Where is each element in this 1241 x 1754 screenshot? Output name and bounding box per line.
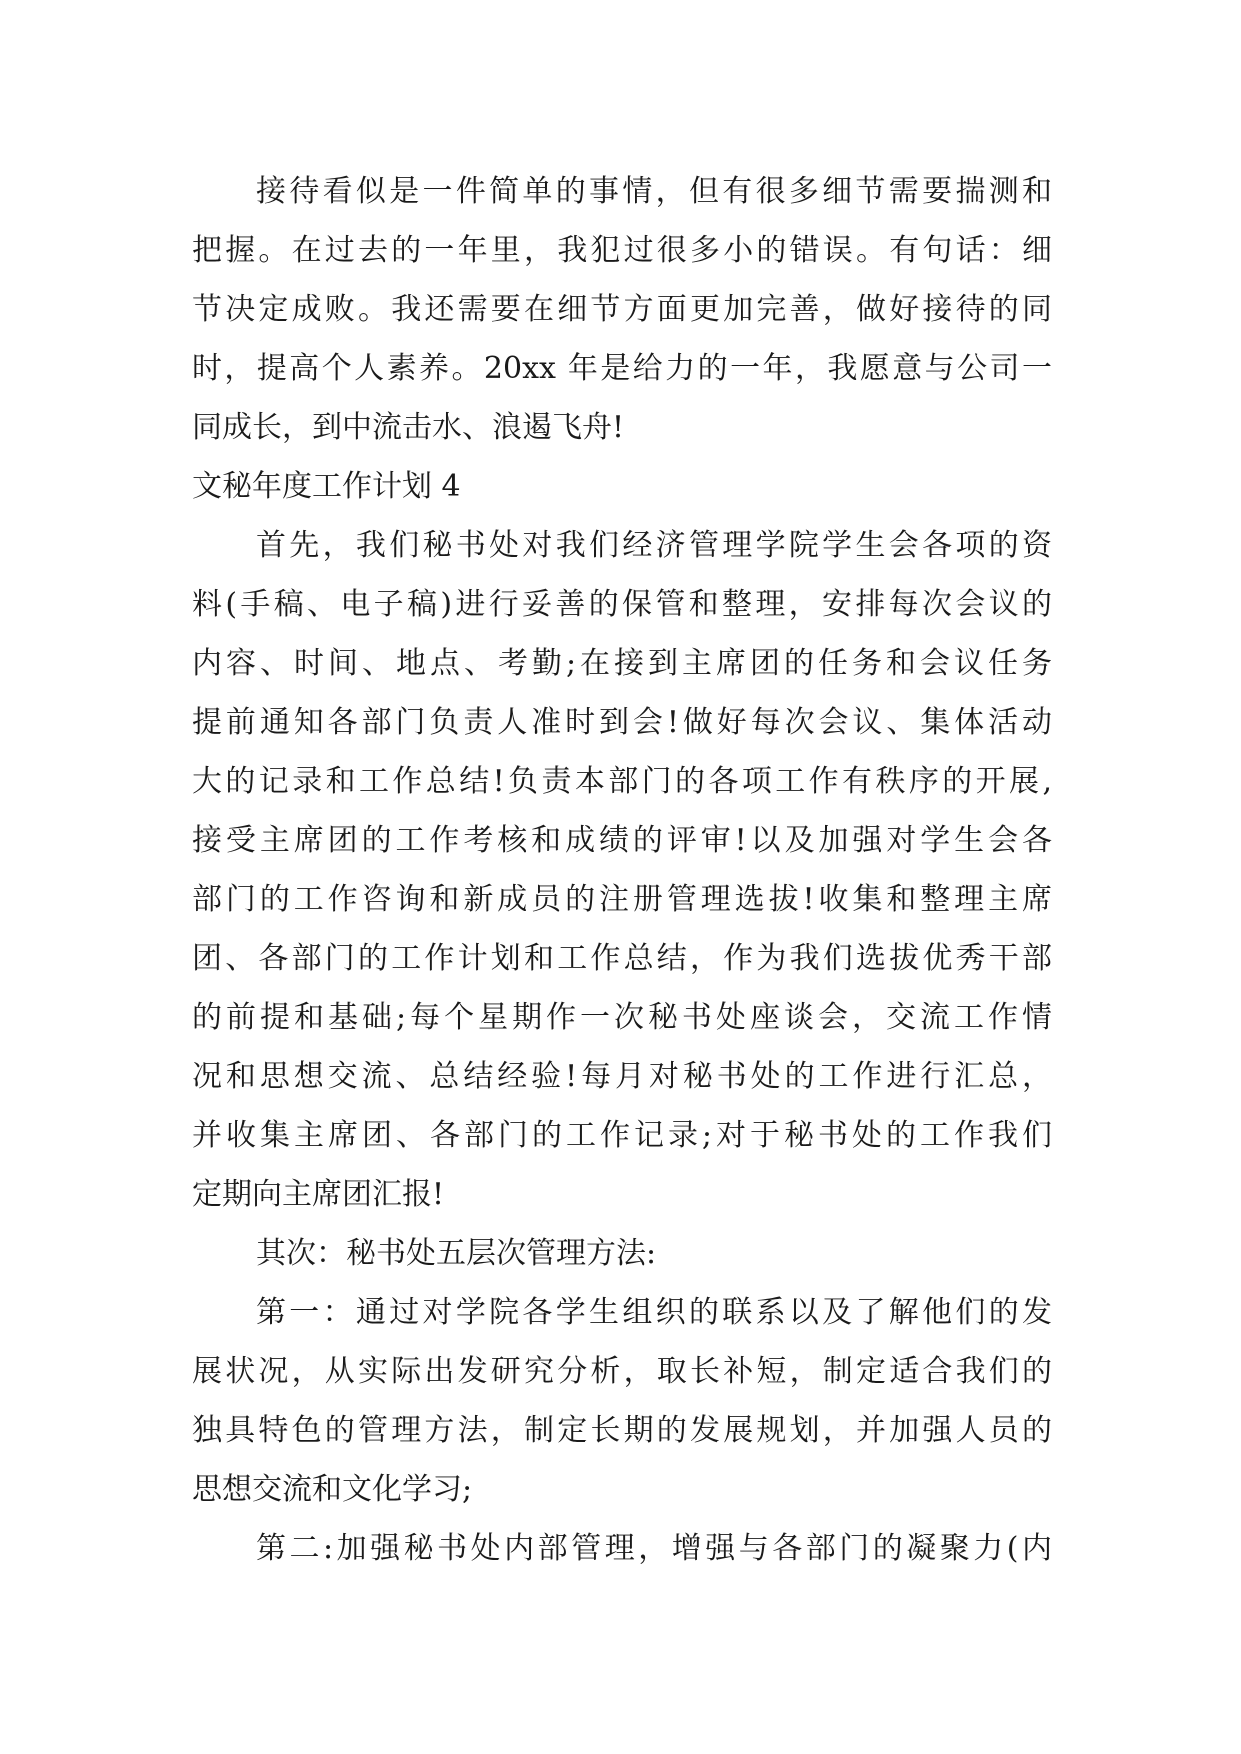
paragraph-second — [192, 1224, 1052, 1283]
text-line: 同成长，到中流击水、浪遏飞舟! — [192, 410, 625, 445]
text-line: 的前提和基础;每个星期作一次秘书处座谈会，交流工作情 — [192, 1000, 1052, 1035]
paragraph-item-one — [192, 1283, 1052, 1519]
text-line: 况和思想交流、总结经验!每月对秘书处的工作进行汇总， — [192, 1059, 1052, 1094]
text-line: 定期向主席团汇报! — [192, 1177, 445, 1212]
text-line: 接受主席团的工作考核和成绩的评审!以及加强对学生会各 — [192, 823, 1052, 858]
text-line: 并收集主席团、各部门的工作记录;对于秘书处的工作我们 — [192, 1118, 1052, 1153]
text-line: 节决定成败。我还需要在细节方面更加完善，做好接待的同 — [192, 292, 1052, 327]
paragraph-reception — [192, 162, 1052, 457]
text-line: 独具特色的管理方法，制定长期的发展规划，并加强人员的 — [192, 1413, 1052, 1448]
text-line: 把握。在过去的一年里，我犯过很多小的错误。有句话：细 — [192, 233, 1052, 268]
text-line: 思想交流和文化学习; — [192, 1472, 473, 1507]
text-line: 第一：通过对学院各学生组织的联系以及了解他们的发 — [256, 1295, 1052, 1330]
text-line: 团、各部门的工作计划和工作总结，作为我们选拔优秀干部 — [192, 941, 1052, 976]
text-line: 内容、时间、地点、考勤;在接到主席团的任务和会议任务 — [192, 646, 1052, 681]
paragraph-first — [192, 516, 1052, 1224]
text-line: 第二:加强秘书处内部管理，增强与各部门的凝聚力(内 — [256, 1531, 1052, 1566]
section-heading: 文秘年度工作计划 4 — [192, 469, 461, 504]
text-line: 时，提高个人素养。20xx 年是给力的一年，我愿意与公司一 — [192, 351, 1052, 386]
paragraph-item-two — [192, 1519, 1052, 1578]
text-line: 提前通知各部门负责人准时到会!做好每次会议、集体活动 — [192, 705, 1052, 740]
text-line: 其次：秘书处五层次管理方法: — [256, 1236, 657, 1271]
text-line: 首先，我们秘书处对我们经济管理学院学生会各项的资 — [256, 528, 1052, 563]
text-line: 展状况，从实际出发研究分析，取长补短，制定适合我们的 — [192, 1354, 1052, 1389]
document-body — [192, 162, 1052, 1578]
text-line: 接待看似是一件简单的事情，但有很多细节需要揣测和 — [256, 174, 1052, 209]
text-line: 料(手稿、电子稿)进行妥善的保管和整理，安排每次会议的 — [192, 587, 1052, 622]
text-line: 部门的工作咨询和新成员的注册管理选拔!收集和整理主席 — [192, 882, 1052, 917]
text-line: 大的记录和工作总结!负责本部门的各项工作有秩序的开展, — [192, 764, 1052, 799]
